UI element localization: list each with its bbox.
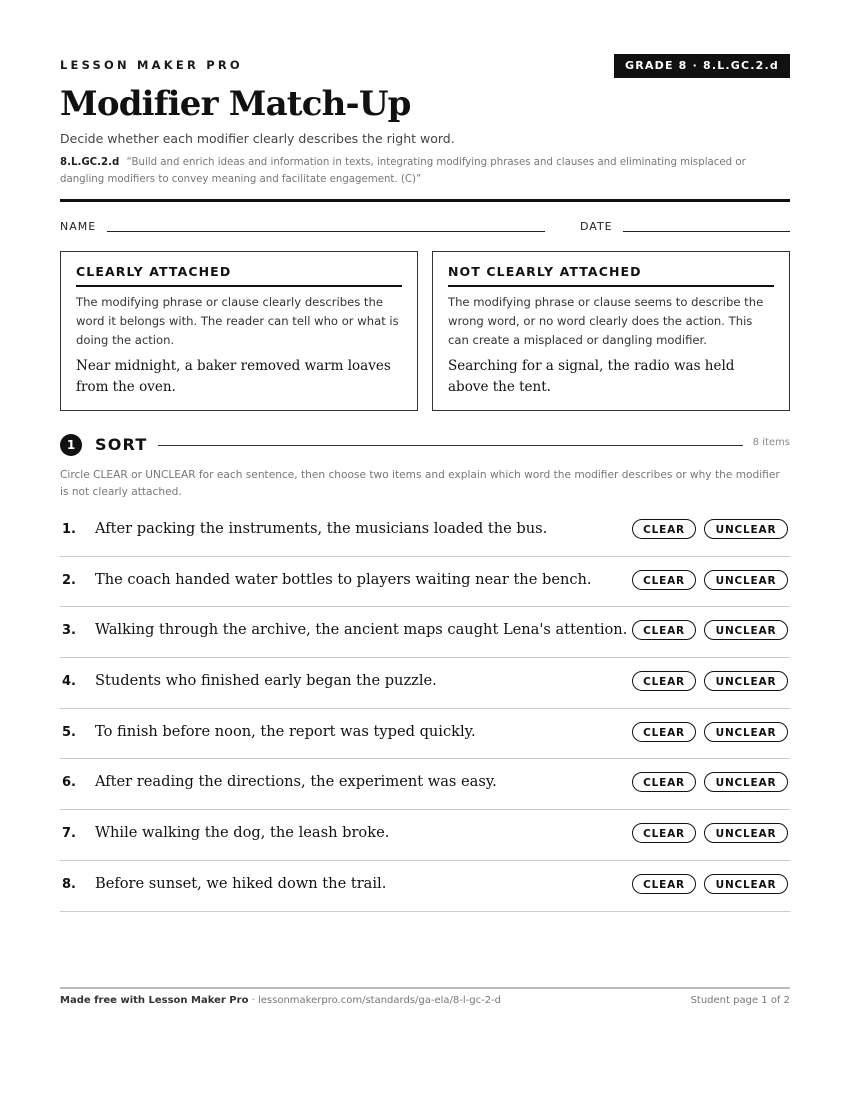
clearly-attached-card bbox=[60, 251, 418, 411]
unclear-choice[interactable]: UNCLEAR bbox=[704, 570, 788, 590]
card-example: Near midnight, a baker removed warm loaves from the oven. bbox=[76, 358, 391, 395]
unclear-choice[interactable]: UNCLEAR bbox=[704, 620, 788, 640]
card-description: The modifying phrase or clause seems to describe the wrong word, or no word clearly does the action. This can create a misplaced or dangling modifier. bbox=[448, 295, 764, 347]
footer-made-with: Made free with Lesson Maker Pro bbox=[60, 995, 249, 1006]
standard-text: “Build and enrich ideas and information in texts, integrating modifying phrases and clauses and eliminating misplaced or dangling modifiers to convey meaning and facilitate engagement. (C)” bbox=[60, 157, 746, 185]
section-instructions: Circle CLEAR or UNCLEAR for each sentence, then choose two items and explain which word the modifier describes or why the modifier is not clearly attached. bbox=[60, 469, 780, 498]
item-sentence: The coach handed water bottles to players waiting near the bench. bbox=[95, 570, 592, 588]
page-subtitle: Decide whether each modifier clearly describes the right word. bbox=[60, 131, 455, 146]
clear-choice[interactable]: CLEAR bbox=[632, 823, 696, 843]
item-sentence: Walking through the archive, the ancient maps caught Lena's attention. bbox=[95, 621, 628, 639]
section-title: SORT bbox=[95, 435, 148, 454]
standard-statement bbox=[60, 155, 790, 188]
card-title: NOT CLEARLY ATTACHED bbox=[448, 264, 774, 287]
clear-choice[interactable]: CLEAR bbox=[632, 772, 696, 792]
clear-choice[interactable]: CLEAR bbox=[632, 874, 696, 894]
list-item bbox=[60, 759, 790, 810]
item-number: 7. bbox=[62, 826, 76, 842]
section-divider bbox=[158, 445, 743, 446]
item-number: 5. bbox=[62, 724, 76, 740]
card-title: CLEARLY ATTACHED bbox=[76, 264, 402, 287]
name-label: NAME bbox=[60, 220, 97, 233]
unclear-choice[interactable]: UNCLEAR bbox=[704, 823, 788, 843]
name-field-line[interactable] bbox=[107, 231, 545, 232]
footer-separator: · bbox=[248, 995, 258, 1006]
item-sentence: Before sunset, we hiked down the trail. bbox=[95, 874, 387, 892]
clear-choice[interactable]: CLEAR bbox=[632, 519, 696, 539]
list-item bbox=[60, 557, 790, 608]
date-field-line[interactable] bbox=[623, 231, 790, 232]
unclear-choice[interactable]: UNCLEAR bbox=[704, 772, 788, 792]
item-sentence: To finish before noon, the report was typed quickly. bbox=[95, 722, 476, 740]
unclear-choice[interactable]: UNCLEAR bbox=[704, 874, 788, 894]
name-date-row bbox=[60, 220, 790, 236]
item-sentence: While walking the dog, the leash broke. bbox=[95, 824, 390, 842]
clear-choice[interactable]: CLEAR bbox=[632, 620, 696, 640]
unclear-choice[interactable]: UNCLEAR bbox=[704, 671, 788, 691]
item-number: 8. bbox=[62, 876, 76, 892]
item-number: 6. bbox=[62, 775, 76, 791]
header-divider bbox=[60, 199, 790, 202]
list-item bbox=[60, 810, 790, 861]
item-number: 2. bbox=[62, 572, 76, 588]
item-list bbox=[60, 506, 790, 912]
item-number: 4. bbox=[62, 674, 76, 690]
page-title: Modifier Match-Up bbox=[60, 84, 411, 124]
brand-name: LESSON MAKER PRO bbox=[60, 58, 243, 72]
item-sentence: After packing the instruments, the musicians loaded the bus. bbox=[95, 520, 548, 537]
unclear-choice[interactable]: UNCLEAR bbox=[704, 519, 788, 539]
card-example: Searching for a signal, the radio was held above the tent. bbox=[448, 358, 735, 395]
footer-url[interactable]: lessonmakerpro.com/standards/ga-ela/8-l-gc-2-d bbox=[257, 995, 502, 1006]
sort-section-header bbox=[60, 434, 790, 456]
item-number: 1. bbox=[62, 522, 76, 537]
date-label: DATE bbox=[580, 220, 613, 233]
item-sentence: Students who finished early began the puzzle. bbox=[95, 672, 437, 690]
page-footer bbox=[60, 995, 790, 1006]
footer-divider bbox=[60, 987, 790, 989]
not-clearly-attached-card bbox=[432, 251, 790, 411]
list-item bbox=[60, 607, 790, 658]
list-item bbox=[60, 658, 790, 709]
footer-page-number: Student page 1 of 2 bbox=[690, 995, 790, 1006]
card-description: The modifying phrase or clause clearly describes the word it belongs with. The reader can tell who or what is doing the action. bbox=[76, 295, 399, 347]
list-item bbox=[60, 506, 790, 557]
clear-choice[interactable]: CLEAR bbox=[632, 671, 696, 691]
item-count: 8 items bbox=[752, 437, 790, 448]
clear-choice[interactable]: CLEAR bbox=[632, 722, 696, 742]
standard-code: 8.L.GC.2.d bbox=[60, 157, 120, 168]
item-number: 3. bbox=[62, 623, 76, 639]
section-number-badge: 1 bbox=[60, 434, 82, 456]
item-sentence: After reading the directions, the experiment was easy. bbox=[95, 773, 497, 791]
grade-badge: GRADE 8 · 8.L.GC.2.d bbox=[614, 54, 790, 78]
clear-choice[interactable]: CLEAR bbox=[632, 570, 696, 590]
list-item bbox=[60, 709, 790, 760]
unclear-choice[interactable]: UNCLEAR bbox=[704, 722, 788, 742]
list-item bbox=[60, 861, 790, 912]
